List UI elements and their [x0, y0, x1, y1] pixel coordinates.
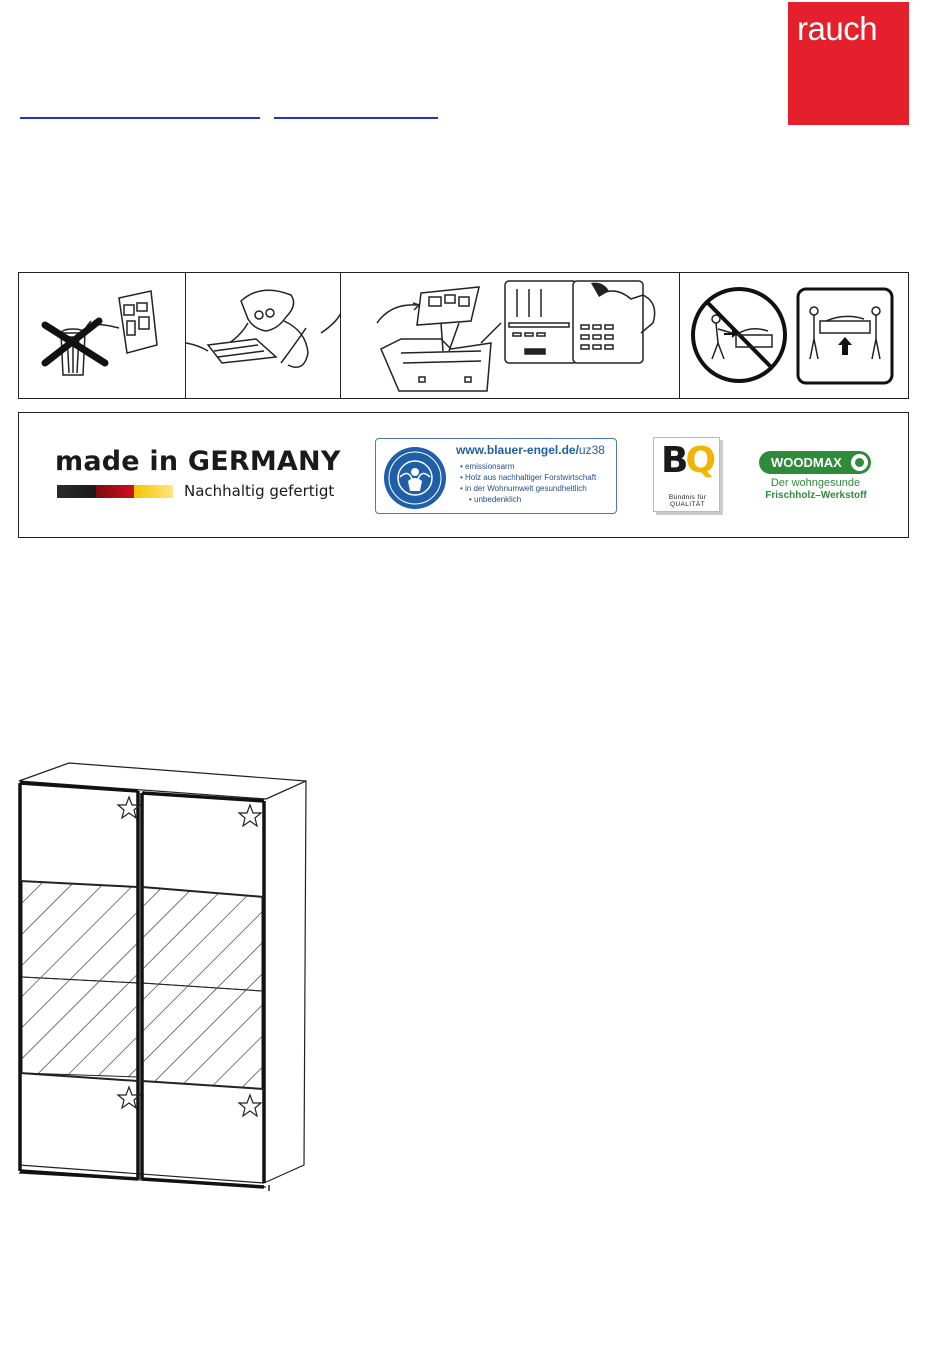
wardrobe-illustration — [14, 755, 314, 1200]
woodmax-logo — [759, 451, 871, 474]
read-instructions-icon — [186, 273, 342, 398]
made-in-germany-subtitle: Nachhaltig gefertigt — [184, 482, 335, 500]
url-code: uz38 — [578, 443, 605, 457]
header-link-1[interactable] — [20, 117, 260, 119]
header-link-2[interactable] — [274, 117, 438, 119]
criteria-item: • unbedenklich — [460, 494, 596, 505]
bq-quality-badge — [653, 437, 720, 512]
certification-strip — [18, 412, 909, 538]
made-in-germany-title: made in GERMANY — [55, 446, 341, 477]
bq-logo — [661, 440, 713, 481]
bq-subtitle: Bündnis für QUALITÄT — [658, 494, 717, 508]
woodmax-tagline-2: Frischholz–Werkstoff — [765, 490, 867, 501]
keep-documents-icon — [341, 273, 679, 398]
blauer-engel-seal-icon — [384, 447, 446, 509]
woodmax-tagline-1: Der wohngesunde — [770, 477, 861, 489]
bq-letter-b: B — [661, 440, 686, 481]
bq-letter-q: Q — [685, 440, 714, 481]
no-dragging-icon — [693, 289, 785, 381]
lift-carry-icon — [798, 289, 892, 383]
lifting-instructions — [680, 273, 908, 398]
germany-flag-bar — [57, 485, 173, 498]
woodmax-name: WOODMAX — [771, 455, 842, 470]
url-main: www.blauer-engel.de/ — [456, 443, 579, 457]
criteria-item: • emissionsarm — [460, 461, 596, 472]
woodmax-dot-icon — [851, 454, 868, 471]
criteria-item: • Holz aus nachhaltiger Forstwirtschaft — [460, 472, 596, 483]
logo-text: rauch — [797, 10, 878, 47]
instruction-strip — [18, 272, 909, 399]
blauer-engel-criteria — [460, 461, 596, 505]
criteria-item: • in der Wohnumwelt gesundheitlich — [460, 483, 596, 494]
no-waste-bin-icon — [19, 273, 186, 398]
rauch-logo — [788, 2, 909, 125]
blauer-engel-badge — [375, 438, 617, 514]
blauer-engel-url[interactable] — [456, 443, 605, 457]
